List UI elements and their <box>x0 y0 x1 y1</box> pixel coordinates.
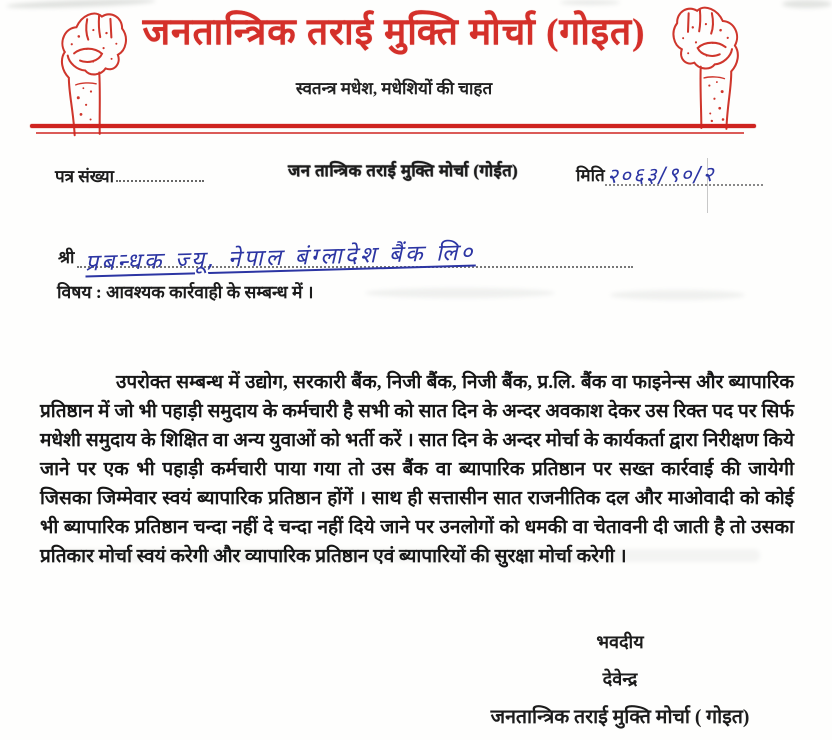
header-rule-thin <box>36 132 744 134</box>
scan-smudge <box>560 0 620 5</box>
date-blank <box>605 164 763 186</box>
raised-fist-icon <box>29 5 152 141</box>
letter-number-label: पत्र संख्या <box>55 167 114 186</box>
org-title: जनतान्त्रिक तराई मुक्ति मोर्चा (गोइत) <box>142 12 646 53</box>
handwritten-date: २०६३/९०/२ <box>606 162 716 188</box>
signature-closing: भवदीय <box>596 632 644 652</box>
signature-name: देवेन्द्र <box>602 669 638 689</box>
signature-org: जनतान्त्रिक तराई मुक्ति मोर्चा ( गोइत) <box>490 707 750 728</box>
scan-smudge <box>782 0 832 8</box>
salutation-label: श्री <box>58 248 75 267</box>
signature-block <box>462 630 778 729</box>
letter-number-field <box>55 164 204 187</box>
addressee-row <box>58 239 758 277</box>
header-rule-thick <box>30 124 756 128</box>
date-field <box>576 163 763 186</box>
scan-smudge <box>365 288 555 298</box>
addressee-blank <box>77 239 633 277</box>
letter-body: उपरोक्त सम्बन्ध में उद्योग, सरकारी बैंक, निजी बैंक, निजी बैंक, प्र.लि. बैंक वा फाइनेन्स और ब्यापारिक प्रतिष्ठान में जो भी पहाड़ी समुदाय के कर्मचारी है सभी को सात दिन के अन्दर अवकाश देकर उस रिक्त पद पर सिर्फ मधेशी समुदाय के शिक्षित वा अन्य युवाओं को भर्ती करें । सात दिन के अन्दर मोर्चा के कार्यकर्ता द्वारा निरीक्षण किये जाने पर एक भी पहाड़ी कर्मचारी पाया गया तो उस बैंक वा ब्यापारिक प्रतिष्ठान पर सख्त कार्रवाई की जायेगी जिसका जिम्मेवार स्वयं ब्यापारिक प्रतिष्ठान होंगें । साथ ही सत्तासीन सात राजनीतिक दल और माओवादी को कोई भी ब्यापारिक प्रतिष्ठान चन्दा नहीं दे चन्दा नहीं दिये जाने पर उनलोगों को धमकी वा चेतावनी दी जाती है तो उसका प्रतिकार मोर्चा स्वयं करेगी और व्यापारिक प्रतिष्ठान एवं ब्यापारियों की सुरक्षा मोर्चा करेगी । <box>40 372 794 567</box>
handwritten-addressee: प्रबन्धक ज्यू, नेपाल बंग्लादेश बैंक लि० <box>85 239 477 277</box>
letter-number-blank <box>116 166 204 182</box>
org-tagline: स्वतन्त्र मधेश, मधेशियों की चाहत <box>295 78 493 98</box>
org-name-stamp: जन तान्त्रिक तराई मुक्ति मोर्चा (गोईत) <box>288 161 518 180</box>
subject-line: विषय : आवश्यक कार्रवाही के सम्बन्ध में । <box>57 282 314 302</box>
scan-smudge <box>610 290 745 300</box>
date-label: मिति <box>576 166 605 185</box>
raised-fist-icon <box>650 0 770 134</box>
